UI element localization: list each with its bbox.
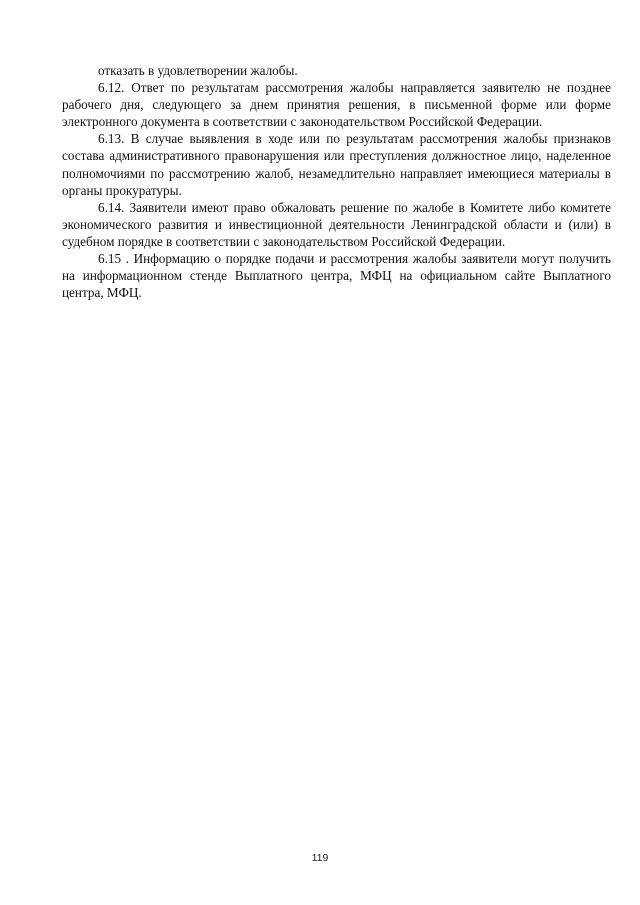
paragraph-6-15: 6.15 . Информацию о порядке подачи и рассмотрения жалобы заявители могут получить на информационном стенде Выплатного центра, МФЦ на официальном сайте Выплатного центра, МФЦ.	[62, 251, 611, 301]
paragraph-6-14: 6.14. Заявители имеют право обжаловать решение по жалобе в Комитете либо комитете экономического развития и инвестиционной деятельности Ленинградской области и (или) в судебном порядке в соответствии с законодательством Российской Федерации.	[62, 199, 611, 249]
page-number: 119	[311, 852, 329, 864]
paragraph-6-13: 6.13. В случае выявления в ходе или по результатам рассмотрения жалобы признаков состава административного правонарушения или преступления должностное лицо, наделенное полномочиями по рассмотрению жалоб, незамедлительно направляет имеющиеся материалы в органы прокуратуры.	[62, 131, 611, 198]
paragraph-6-12: 6.12. Ответ по результатам рассмотрения жалобы направляется заявителю не позднее рабочего дня, следующего за днем принятия решения, в письменной форме или форме электронного документа в соответствии с законодательством Российской Федерации.	[62, 80, 611, 130]
paragraph-continuation: отказать в удовлетворении жалобы.	[98, 63, 298, 78]
document-body	[62, 62, 611, 301]
